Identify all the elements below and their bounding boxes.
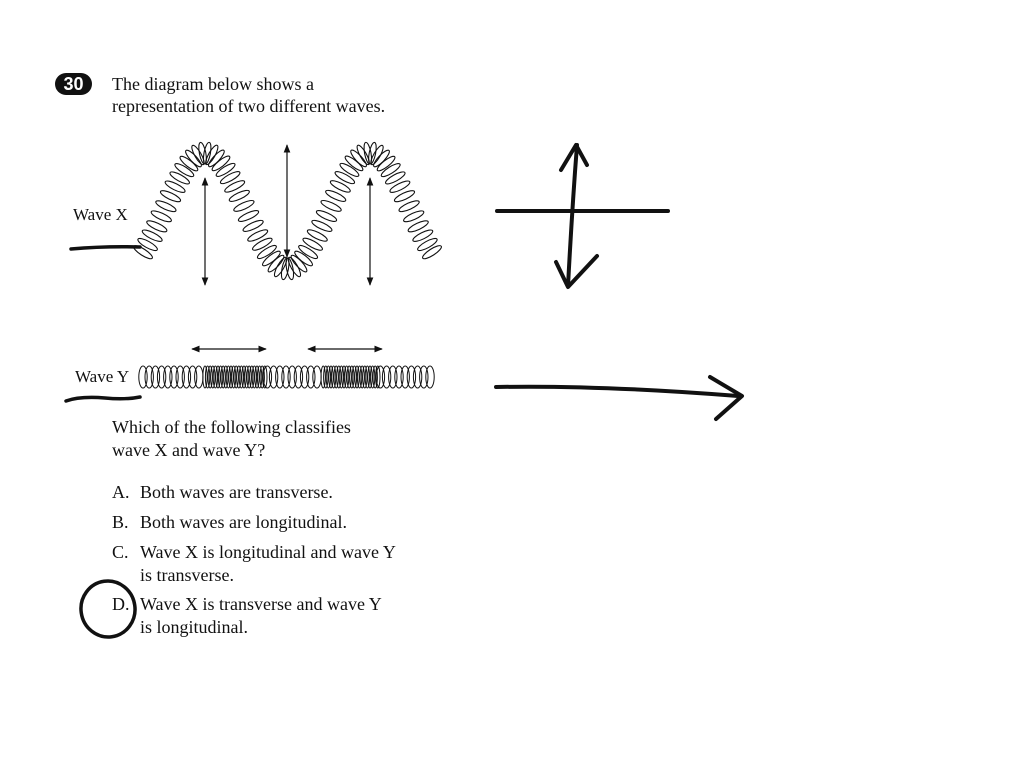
choice-d-text-line-1: Wave X is transverse and wave Y	[140, 594, 382, 614]
choice-a-letter: A.	[112, 482, 130, 502]
question-stem-line-1: The diagram below shows a	[112, 74, 314, 94]
choice-c-text-line-1: Wave X is longitudinal and wave Y	[140, 542, 396, 562]
transverse-sketch-icon	[497, 145, 668, 287]
question-number-badge: 30	[55, 73, 92, 95]
prompt-line-1: Which of the following classifies	[112, 417, 351, 437]
wave-y-underline-mark	[66, 397, 140, 401]
wave-y-spring	[139, 366, 434, 388]
wave-x-label: Wave X	[73, 205, 128, 224]
longitudinal-sketch-arrow-icon	[496, 377, 742, 419]
wave-x-underline-mark	[71, 247, 140, 249]
choice-c-text-line-2: is transverse.	[140, 565, 234, 585]
prompt-line-2: wave X and wave Y?	[112, 440, 266, 460]
choice-a-text: Both waves are transverse.	[140, 482, 333, 502]
choice-b-text: Both waves are longitudinal.	[140, 512, 347, 532]
choice-d-text-line-2: is longitudinal.	[140, 617, 248, 637]
question-stem-line-2: representation of two different waves.	[112, 96, 386, 116]
choice-b-letter: B.	[112, 512, 129, 532]
wave-y-label: Wave Y	[75, 367, 130, 386]
choice-d-letter: D.	[112, 594, 130, 614]
choice-c-letter: C.	[112, 542, 129, 562]
